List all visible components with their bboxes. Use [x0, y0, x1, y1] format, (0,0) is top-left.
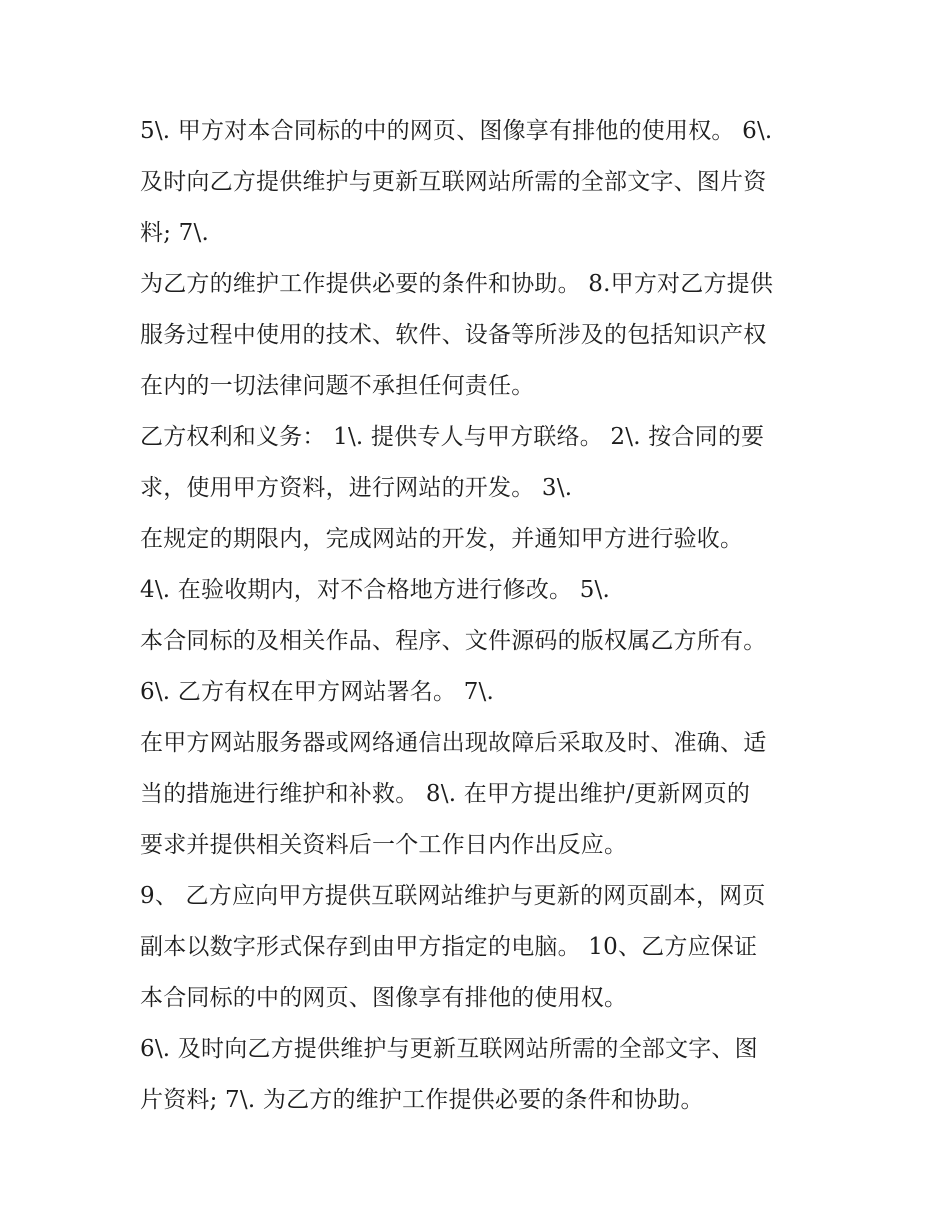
text-line: 及时向乙方提供维护与更新互联网站所需的全部文字、图片资	[140, 169, 767, 195]
text-line: 料; 7\.	[140, 220, 209, 246]
text-line: 4\. 在验收期内，对不合格地方进行修改。 5\.	[140, 577, 611, 603]
text-line: 片资料; 7\. 为乙方的维护工作提供必要的条件和协助。	[140, 1087, 704, 1113]
text-line: 在规定的期限内，完成网站的开发，并通知甲方进行验收。	[140, 526, 744, 552]
text-line: 求，使用甲方资料，进行网站的开发。 3\.	[140, 475, 573, 501]
text-line: 为乙方的维护工作提供必要的条件和协助。 8.甲方对乙方提供	[140, 271, 774, 297]
text-line: 6\. 及时向乙方提供维护与更新互联网站所需的全部文字、图	[140, 1036, 758, 1062]
document-body	[140, 112, 830, 1132]
text-line: 本合同标的中的网页、图像享有排他的使用权。	[140, 985, 628, 1011]
text-line: 要求并提供相关资料后一个工作日内作出反应。	[140, 832, 628, 858]
text-line: 本合同标的及相关作品、程序、文件源码的版权属乙方所有。	[140, 628, 767, 654]
text-line: 当的措施进行维护和补救。 8\. 在甲方提出维护/更新网页的	[140, 781, 751, 807]
text-line: 9、 乙方应向甲方提供互联网站维护与更新的网页副本，网页	[140, 883, 766, 909]
text-line: 乙方权利和义务： 1\. 提供专人与甲方联络。 2\. 按合同的要	[140, 424, 765, 450]
text-line: 在甲方网站服务器或网络通信出现故障后采取及时、准确、适	[140, 730, 767, 756]
text-line: 6\. 乙方有权在甲方网站署名。 7\.	[140, 679, 495, 705]
text-line: 副本以数字形式保存到由甲方指定的电脑。 10、乙方应保证	[140, 934, 758, 960]
text-line: 在内的一切法律问题不承担任何责任。	[140, 373, 535, 399]
text-line: 5\. 甲方对本合同标的中的网页、图像享有排他的使用权。 6\.	[140, 118, 773, 144]
text-line: 服务过程中使用的技术、软件、设备等所涉及的包括知识产权	[140, 322, 767, 348]
